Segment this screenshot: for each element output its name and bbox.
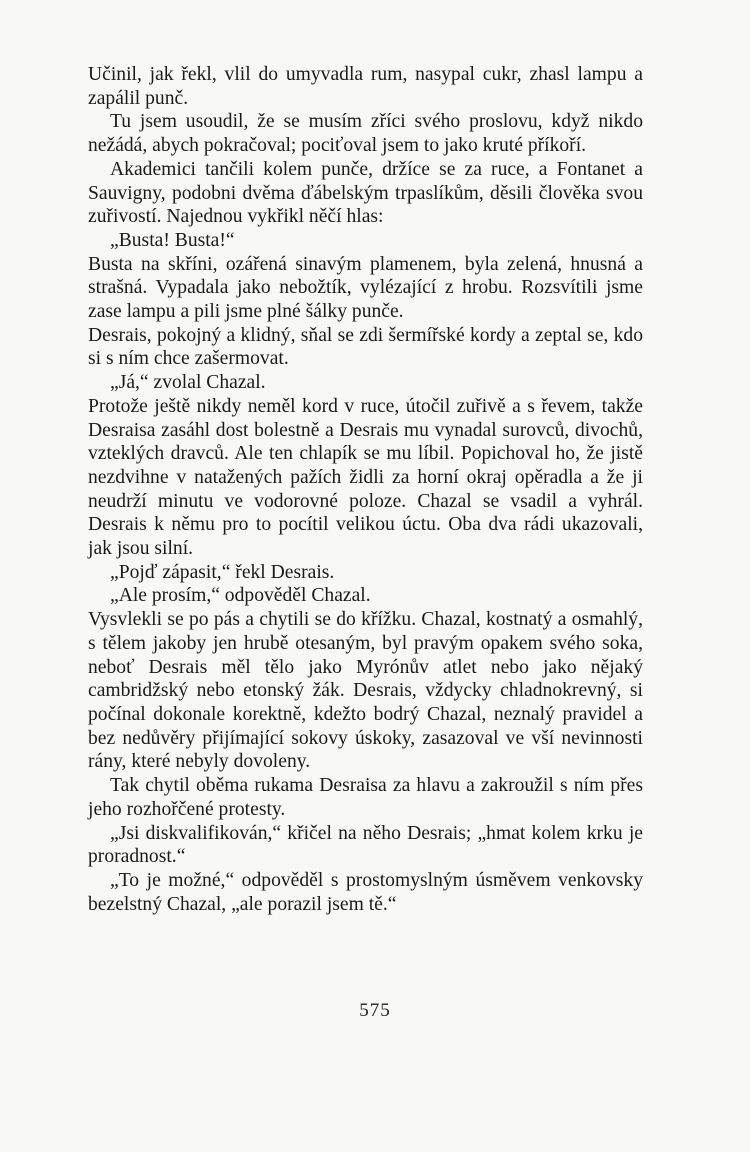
paragraph-3: Akademici tančili kolem punče, držíce se za ruce, a Fontanet a Sauvigny, podobni dvěma ďábelským trpaslíkům, děsili člověka svou zuřivostí. Najednou vykřikl něčí hlas:	[88, 158, 643, 228]
paragraph-5: Busta na skříni, ozářená sinavým plamenem, byla zelená, hnusná a strašná. Vypadala jako nebožtík, vylézající z hrobu. Rozsvítili jsme zase lampu a pili jsme plné šálky punče.	[88, 253, 643, 323]
paragraph-7: „Já,“ zvolal Chazal.	[110, 372, 266, 394]
paragraph-4: „Busta! Busta!“	[110, 229, 235, 251]
paragraph-1: Učinil, jak řekl, vlil do umyvadla rum, nasypal cukr, zhasl lampu a zapálil punč.	[88, 64, 643, 109]
page-number: 575	[359, 1000, 391, 1021]
paragraph-6: Desrais, pokojný a klidný, sňal se zdi šermířské kordy a zeptal se, kdo si s ním chce zašermovat.	[88, 324, 643, 370]
paragraph-2: Tu jsem usoudil, že se musím zříci svého proslovu, když nikdo nežádá, abych pokračoval; pociťoval jsem to jako kruté příkoří.	[88, 111, 643, 157]
paragraph-11: Vysvlekli se po pás a chytili se do křížku. Chazal, kostnatý a osmahlý, s tělem jakoby jen hrubě otesaným, byl pravým opakem svého soka, neboť Desrais měl tělo jako Myrónův atlet nebo jako nějaký cambridžský nebo etonský žák. Desrais, vždycky chladnokrevný, si počínal dokonale korektně, kdežto bodrý Chazal, neznalý pravidel a bez nedůvěry přijímající sokovy úskoky, zasazoval ve vší nevinnosti rány, které nebyly dovoleny.	[88, 609, 643, 773]
paragraph-13: „Jsi diskvalifikován,“ křičel na něho Desrais; „hmat kolem krku je proradnost.“	[88, 822, 643, 868]
body-text	[88, 63, 643, 916]
paragraph-9: „Pojď zápasit,“ řekl Desrais.	[110, 561, 335, 583]
paragraph-14: „To je možné,“ odpověděl s prostomyslným úsměvem venkovsky bezelstný Chazal, „ale porazil jsem tě.“	[88, 869, 643, 915]
paragraph-10: „Ale prosím,“ odpověděl Chazal.	[110, 585, 371, 607]
paragraph-8: Protože ještě nikdy neměl kord v ruce, útočil zuřivě a s řevem, takže Desraisa zasáhl dost bolestně a Desrais mu vynadal surovců, divochů, vzteklých dravců. Ale ten chlapík se mu líbil. Popichoval ho, že jistě nezdvihne v natažených pažích židli za horní okraj opěradla a že ji neudrží minutu ve vodorovné poloze. Chazal se vsadil a vyhrál. Desrais k němu pro to pocítil velikou úctu. Oba dva rádi ukazovali, jak jsou silní.	[88, 395, 643, 560]
paragraph-12: Tak chytil oběma rukama Desraisa za hlavu a zakroužil s ním přes jeho rozhořčené protesty.	[88, 775, 643, 820]
